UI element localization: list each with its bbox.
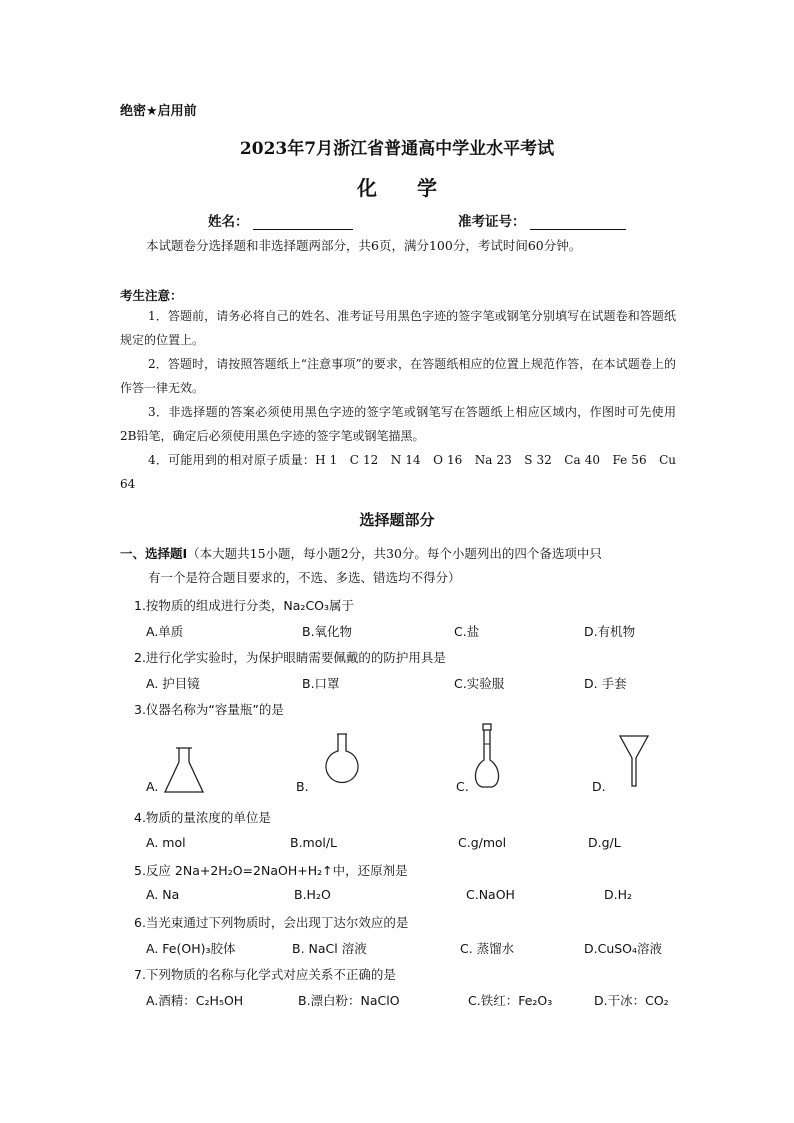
name-label: 姓名： xyxy=(208,214,249,230)
q7-option-c: C.铁红：Fe₂O₃ xyxy=(468,993,553,1008)
notice-item-1: 1．答题前，请务必将自己的姓名、准考证号用黑色字迹的签字笔或钢笔分别填写在试题卷和答题纸规定的位置上。 xyxy=(120,309,676,347)
question-6: 6.当光束通过下列物质时，会出现丁达尔效应的是 xyxy=(134,915,409,930)
q6-option-c: C. 蒸馏水 xyxy=(460,941,515,956)
q5-option-a: A. Na xyxy=(146,887,180,902)
q1-option-d: D.有机物 xyxy=(584,624,636,639)
q1-option-a: A.单质 xyxy=(146,624,184,639)
q4-option-d: D.g/L xyxy=(588,835,621,850)
exam-id-field xyxy=(458,210,626,230)
q3-option-c: C. xyxy=(456,779,469,794)
funnel-icon xyxy=(618,734,650,788)
name-blank xyxy=(253,215,353,230)
question-7: 7.下列物质的名称与化学式对应关系不正确的是 xyxy=(134,967,396,982)
q7-option-b: B.漂白粉：NaClO xyxy=(298,993,400,1008)
volumetric-flask-icon xyxy=(470,722,504,790)
q1-option-c: C.盐 xyxy=(454,624,480,639)
round-bottom-flask-icon xyxy=(322,732,362,784)
exam-id-blank xyxy=(530,215,626,230)
section-title: 选择题部分 xyxy=(359,511,435,529)
erlenmeyer-flask-icon xyxy=(162,746,206,796)
q6-option-a: A. Fe(OH)₃胶体 xyxy=(146,941,236,956)
q6-option-d: D.CuSO₄溶液 xyxy=(584,941,663,956)
notice-heading: 考生注意： xyxy=(120,288,183,303)
q2-option-a: A. 护目镜 xyxy=(146,676,200,691)
exam-id-label: 准考证号： xyxy=(458,214,526,230)
question-3: 3.仪器名称为“容量瓶”的是 xyxy=(134,702,284,717)
q2-option-d: D. 手套 xyxy=(584,676,627,691)
secret-mark: 绝密★启用前 xyxy=(120,104,197,119)
part1-desc-2: 有一个是符合题目要求的，不选、多选、错选均不得分） xyxy=(148,570,461,585)
part1-label: 一、选择题Ⅰ xyxy=(120,546,188,561)
part1-desc-1: （本大题共15小题，每小题2分，共30分。每个小题列出的四个备选项中只 xyxy=(187,546,602,561)
q7-option-a: A.酒精：C₂H₅OH xyxy=(146,993,244,1008)
q7-option-d: D.干冰：CO₂ xyxy=(594,993,669,1008)
q4-option-b: B.mol/L xyxy=(290,835,338,850)
notice-item-3: 3．非选择题的答案必须使用黑色字迹的签字笔或钢笔写在答题纸上相应区域内，作图时可先使用2B铅笔，确定后必须使用黑色字迹的签字笔或钢笔描黑。 xyxy=(120,405,676,443)
part1-header xyxy=(120,542,676,590)
q1-option-b: B.氧化物 xyxy=(302,624,353,639)
q4-option-a: A. mol xyxy=(146,835,186,850)
subject-title: 化学 xyxy=(357,176,477,200)
exam-intro: 本试题卷分选择题和非选择题两部分，共6页，满分100分，考试时间60分钟。 xyxy=(146,238,582,253)
notice-item-2: 2．答题时，请按照答题纸上“注意事项”的要求，在答题纸相应的位置上规范作答，在本试题卷上的作答一律无效。 xyxy=(120,357,676,395)
q2-option-b: B.口罩 xyxy=(302,676,340,691)
question-4: 4.物质的量浓度的单位是 xyxy=(134,810,271,825)
q3-option-b: B. xyxy=(296,779,309,794)
question-5: 5.反应 2Na+2H₂O=2NaOH+H₂↑中，还原剂是 xyxy=(134,863,408,878)
q4-option-c: C.g/mol xyxy=(458,835,507,850)
question-2: 2.进行化学实验时，为保护眼睛需要佩戴的的防护用具是 xyxy=(134,650,446,665)
q6-option-b: B. NaCl 溶液 xyxy=(292,941,367,956)
q5-option-d: D.H₂ xyxy=(604,887,633,902)
question-1: 1.按物质的组成进行分类，Na₂CO₃属于 xyxy=(134,598,355,613)
name-field xyxy=(208,210,353,230)
q3-option-a: A. xyxy=(146,779,159,794)
exam-title: 2023年7月浙江省普通高中学业水平考试 xyxy=(239,139,555,159)
notice-item-4: 4．可能用到的相对原子质量：H 1 C 12 N 14 O 16 Na 23 S 32 Ca 40 Fe 56 Cu 64 xyxy=(120,453,676,491)
q5-option-b: B.H₂O xyxy=(294,887,331,902)
q3-option-d: D. xyxy=(592,779,606,794)
q2-option-c: C.实验服 xyxy=(454,676,505,691)
q5-option-c: C.NaOH xyxy=(466,887,515,902)
